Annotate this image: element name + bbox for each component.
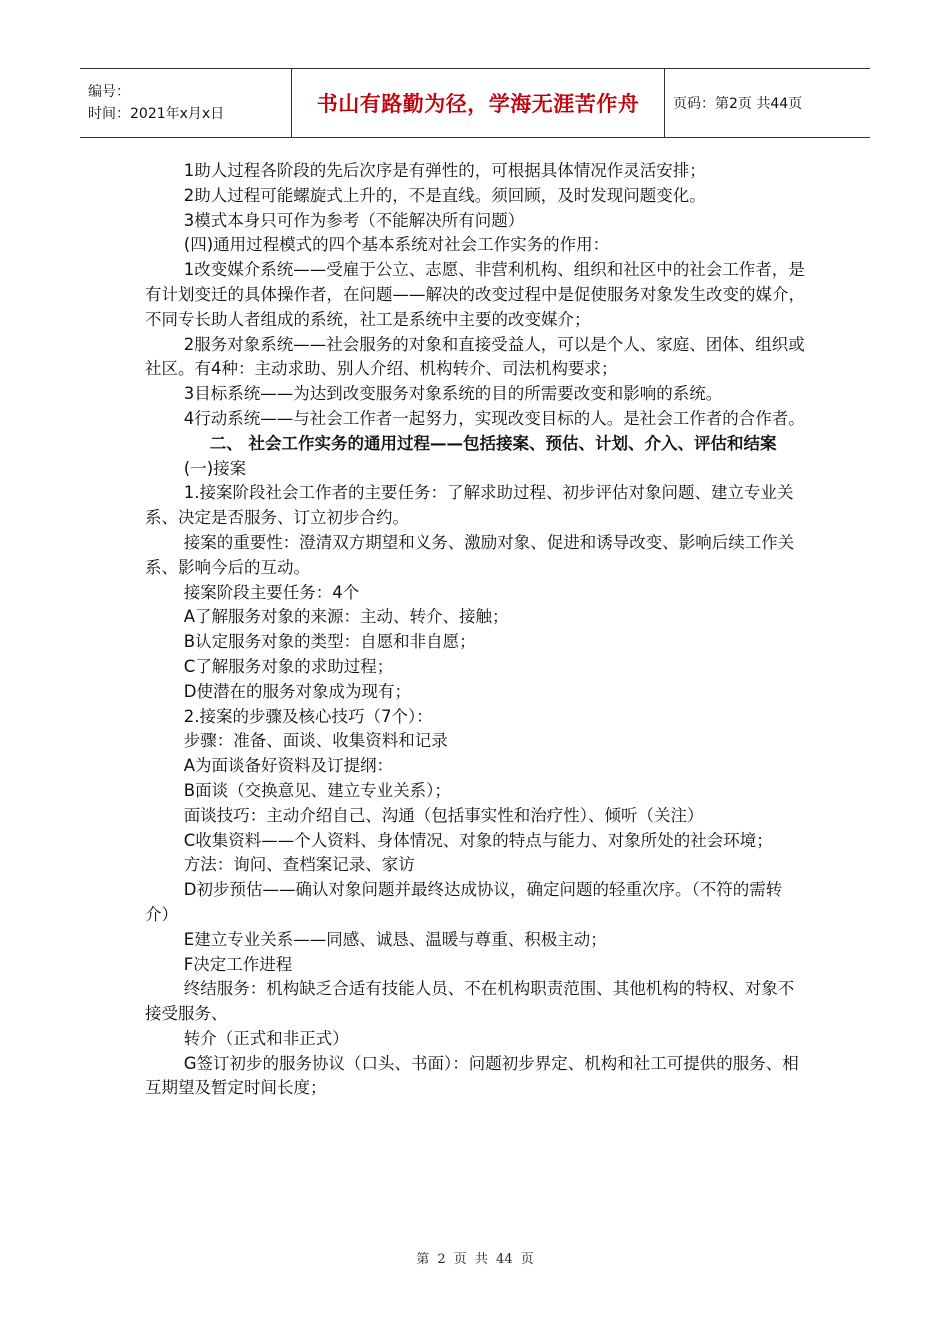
list-item: C了解服务对象的求助过程；	[183, 656, 394, 676]
paragraph: 2服务对象系统——社会服务的对象和直接受益人，可以是个人、家庭、团体、组织或社区。有4种：主动求助、别人介绍、机构转介、司法机构要求；	[145, 334, 805, 379]
list-item: A为面谈备好资料及订提纲：	[183, 756, 394, 776]
section-subheading: (四)通用过程模式的四个基本系统对社会工作实务的作用：	[183, 235, 610, 255]
paragraph: 终结服务：机构缺乏合适有技能人员、不在机构职责范围、其他机构的特权、对象不接受服务、	[145, 979, 795, 1024]
paragraph: 3模式本身只可作为参考（不能解决所有问题）	[183, 210, 525, 230]
section-subheading: (一)接案	[183, 458, 247, 478]
section-heading: 二、 社会工作实务的通用过程——包括接案、预估、计划、介入、评估和结案	[209, 433, 777, 453]
paragraph: 转介（正式和非正式）	[183, 1028, 349, 1048]
list-item: B面谈（交换意见、建立专业关系）；	[183, 780, 451, 800]
paragraph: 接案的重要性：澄清双方期望和义务、激励对象、促进和诱导改变、影响后续工作关系、影响今后的互动。	[145, 532, 795, 577]
paragraph: 1.接案阶段社会工作者的主要任务：了解求助过程、初步评估对象问题、建立专业关系、决定是否服务、订立初步合约。	[145, 483, 794, 528]
header-motto	[291, 69, 665, 137]
header-meta	[80, 69, 291, 137]
paragraph: 方法：询问、查档案记录、家访	[183, 855, 415, 875]
paragraph: 步骤：准备、面谈、收集资料和记录	[183, 731, 448, 751]
list-item: E建立专业关系——同感、诚恳、温暖与尊重、积极主动；	[183, 929, 607, 949]
list-item: F决定工作进程	[183, 954, 293, 974]
paragraph: 2.接案的步骤及核心技巧（7个）：	[183, 706, 433, 726]
paragraph: 1助人过程各阶段的先后次序是有弹性的，可根据具体情况作灵活安排；	[183, 161, 706, 180]
paragraph: 2助人过程可能螺旋式上升的，不是直线。须回顾，及时发现问题变化。	[183, 185, 706, 205]
page-info-text: 页码：第2页 共44页	[673, 96, 803, 112]
list-item: A了解服务对象的来源：主动、转介、接触；	[183, 607, 509, 627]
time-label: 时间：2021年x月x日	[88, 106, 225, 122]
header-page-info	[665, 69, 870, 137]
list-item: G签订初步的服务协议（口头、书面）：问题初步界定、机构和社工可提供的服务、相互期望及暂定时间长度；	[145, 1053, 799, 1098]
paragraph: 接案阶段主要任务：4个	[183, 582, 360, 602]
page-footer	[0, 1248, 950, 1267]
paragraph: 3目标系统——为达到改变服务对象系统的目的所需要改变和影响的系统。	[183, 384, 723, 404]
document-body	[145, 159, 805, 1101]
list-item: D使潜在的服务对象成为现有；	[183, 681, 411, 701]
list-item: B认定服务对象的类型：自愿和非自愿；	[183, 632, 476, 652]
paragraph: 面谈技巧：主动介绍自己、沟通（包括事实性和治疗性）、倾听（关注）	[183, 805, 704, 825]
list-item: C收集资料——个人资料、身体情况、对象的特点与能力、对象所处的社会环境；	[183, 830, 773, 850]
document-header	[80, 68, 870, 138]
motto-text: 书山有路勤为径，学海无涯苦作舟	[316, 92, 640, 116]
number-label: 编号：	[88, 84, 130, 100]
paragraph: 1改变媒介系统——受雇于公立、志愿、非营利机构、组织和社区中的社会工作者，是有计划变迁的具体操作者，在问题——解决的改变过程中是促使服务对象发生改变的媒介，不同专长助人者组成的系统，社工是系统中主要的改变媒介；	[145, 260, 805, 329]
paragraph: 4行动系统——与社会工作者一起努力，实现改变目标的人。是社会工作者的合作者。	[183, 408, 805, 428]
footer-page-number: 第 2 页 共 44 页	[416, 1252, 534, 1267]
list-item: D初步预估——确认对象问题并最终达成协议，确定问题的轻重次序。（不符的需转介）	[145, 880, 783, 924]
